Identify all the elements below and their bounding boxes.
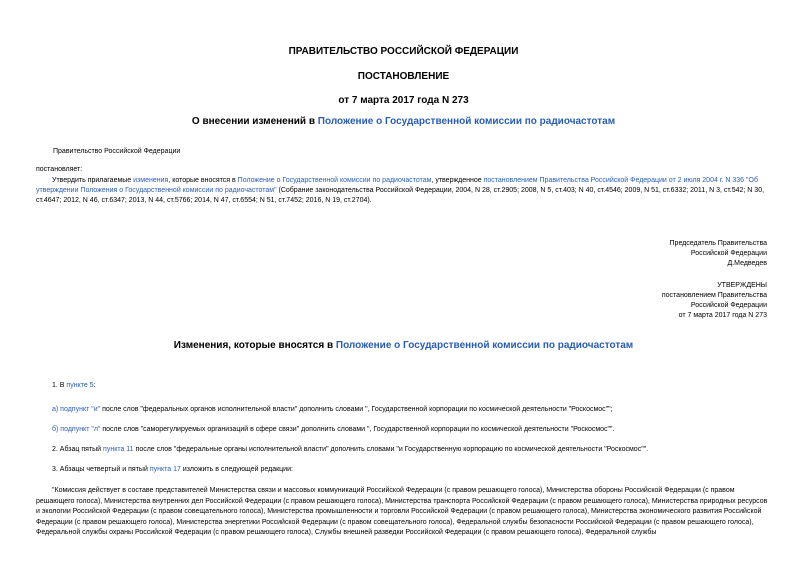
changes-title — [0, 340, 807, 351]
document-date-number: от 7 марта 2017 года N 273 — [338, 95, 469, 106]
approval-paragraph — [36, 176, 772, 206]
item-text: 1. В — [52, 382, 67, 389]
resolution-link[interactable]: постановлением Правительства Российской Федерации от 2 июля 2004 г. N 336 "Об утверждении Положения о Государственной комиссии по радиочастотам" — [36, 177, 758, 194]
title-link[interactable]: Положение о Государственной комиссии по радиочастотам — [317, 116, 616, 127]
document-type: ПОСТАНОВЛЕНИЕ — [357, 71, 450, 82]
item-text: 3. Абзацы четвертый и пятый — [52, 466, 150, 473]
title-prefix: О внесении изменений в — [191, 116, 318, 127]
point-11-link[interactable]: пункта 11 — [103, 446, 134, 453]
document-title — [0, 116, 807, 127]
signature-line: Председатель Правительства — [669, 240, 767, 247]
decides-line: постановляет: — [36, 166, 83, 173]
para-text: , утвержденное — [431, 177, 484, 184]
regulation-link[interactable]: Положение о Государственной комиссии по радиочастотам — [237, 177, 432, 184]
signature-block — [670, 239, 767, 269]
government-heading: ПРАВИТЕЛЬСТВО РОССИЙСКОЙ ФЕДЕРАЦИИ — [288, 46, 519, 57]
approved-line: постановлением Правительства — [661, 292, 767, 299]
subpoint-i-link[interactable]: а) подпункт "и" — [52, 406, 101, 413]
item-text: после слов "федеральные органы исполнительной власти" дополнить словами "и Государственную корпорацию по космической деятельности "Роскосмос"". — [133, 446, 649, 453]
changes-title-link[interactable]: Положение о Государственной комиссии по радиочастотам — [335, 340, 634, 351]
quoted-text: "Комиссия действует в составе представителей Министерства связи и массовых коммуникаций Российской Федерации (с правом решающего голоса), Министерства обороны Российской Федерации (с правом решающего голоса), Министерства внутренних дел Российской Федерации (с правом решающего голоса), Министерства транспорта Российской Федерации (с правом решающего голоса), Министерства природных ресурсов и экологии Российской Федерации (с правом совещательного голоса), Министерства промышленности и торговли Российской Федерации (с правом решающего голоса), Министерства экономического развития Российской Федерации (с правом решающего голоса), Министерства энергетики Российской Федерации (с правом совещательного голоса), Федеральной службы безопасности Российской Федерации (с правом решающего голоса), Федеральной службы охраны Российской Федерации (с правом решающего голоса), Службы внешней разведки Российской Федерации (с правом решающего голоса), Федеральной службы — [36, 487, 768, 536]
item-2 — [52, 445, 648, 455]
para-text: (Собрание законодательства Российской Федерации, 2004, N 28, ст.2905; 2008, N 5, ст.403; N 40, ст.4546; 2009, N 51, ст.6332; 2011, N 3, ст.542; N 30, ст.4647; 2012, N 46, ст.6347; 2013, N 44, ст.5766; 2014, N 47, ст.6554; N 51, ст.7452; 2016, N 19, ст.2704). — [36, 187, 765, 204]
approved-line: от 7 марта 2017 года N 273 — [678, 312, 767, 319]
approved-block — [662, 281, 767, 321]
para-text: Утвердить прилагаемые — [52, 177, 134, 184]
approved-line: Российской Федерации — [690, 302, 767, 309]
point-5-link[interactable]: пункте 5 — [66, 382, 94, 389]
item-3 — [52, 465, 293, 475]
item-text: изложить в следующей редакции: — [180, 466, 293, 473]
para-text: , которые вносятся в — [168, 177, 238, 184]
signature-line: Российской Федерации — [690, 250, 767, 257]
item-text: : — [93, 382, 96, 389]
approved-line: УТВЕРЖДЕНЫ — [717, 282, 767, 289]
point-17-link[interactable]: пункта 17 — [149, 466, 181, 473]
signature-name: Д.Медведев — [727, 260, 767, 267]
government-line: Правительство Российской Федерации — [53, 148, 181, 155]
item-text: после слов "саморегулируемых организаций в сфере связи" дополнить словами ", Государственной корпорации по космической деятельности "Роскосмос"". — [100, 426, 615, 433]
item-1 — [52, 381, 96, 391]
changes-title-prefix: Изменения, которые вносятся в — [173, 340, 336, 351]
subpoint-l-link[interactable]: б) подпункт "л" — [52, 426, 101, 433]
item-text: 2. Абзац пятый — [52, 446, 104, 453]
item-text: после слов "федеральных органов исполнительной власти" дополнить словами ", Государственной корпорации по космической деятельности "Роскосмос""; — [100, 406, 613, 413]
item-1a — [52, 405, 613, 415]
item-1b — [52, 425, 614, 435]
changes-link[interactable]: изменения — [133, 177, 169, 184]
